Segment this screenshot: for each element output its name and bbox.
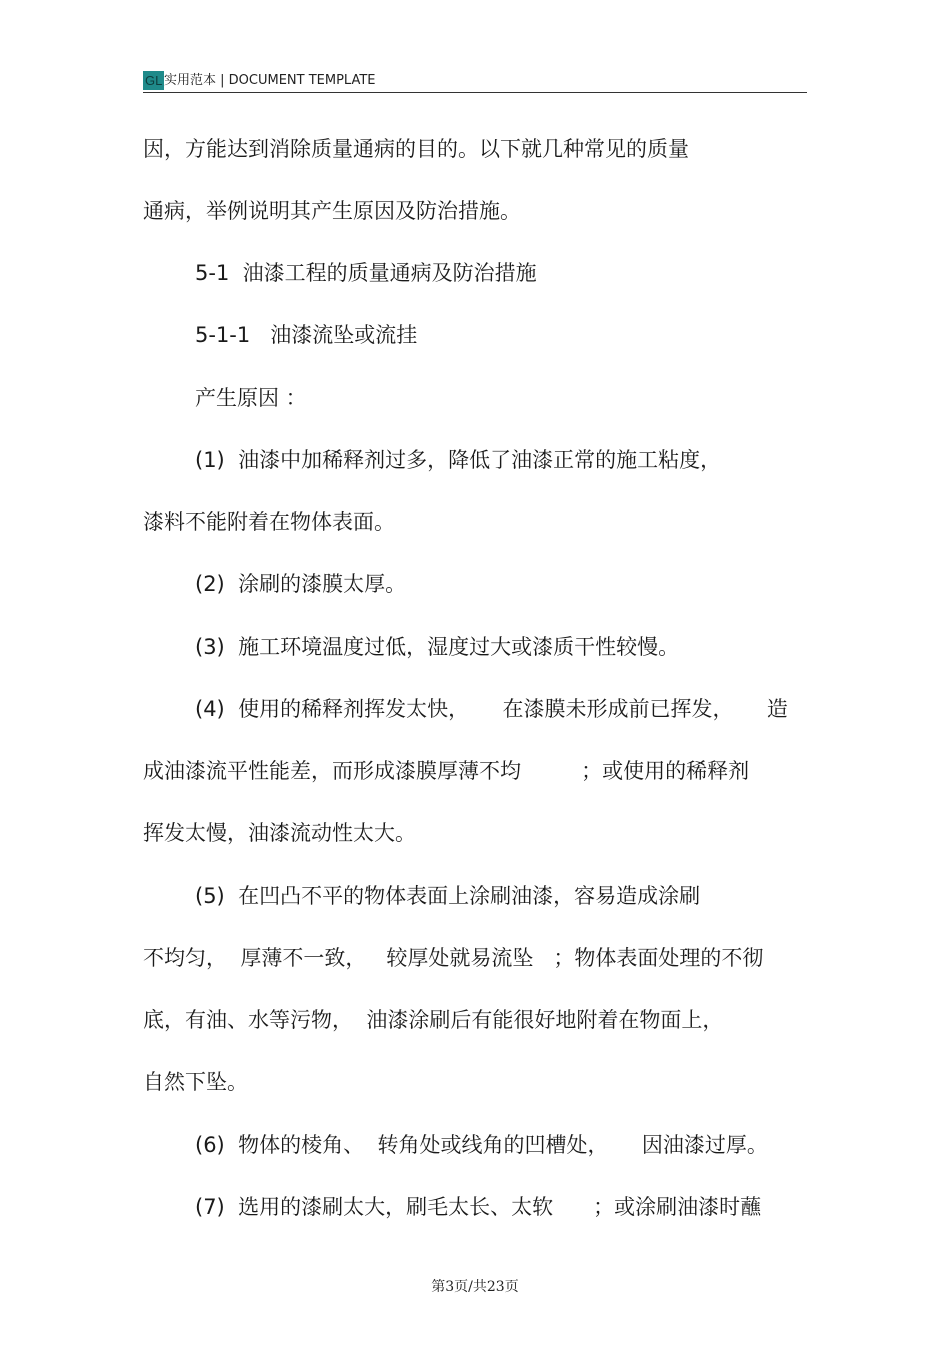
- body-line: 自然下坠。: [143, 1070, 248, 1094]
- list-item: (6) 物体的棱角、 转角处或线角的凹槽处， 因油漆过厚。: [195, 1133, 768, 1157]
- body-line: 因，方能达到消除质量通病的目的。以下就几种常见的质量: [143, 137, 689, 161]
- list-item: (2) 涂刷的漆膜太厚。: [195, 572, 407, 596]
- body-line: 成油漆流平性能差，而形成漆膜厚薄不均 ；或使用的稀释剂: [143, 759, 750, 783]
- page-header: [143, 70, 807, 93]
- body-line: 不均匀， 厚薄不一致， 较厚处就易流坠 ；物体表面处理的不彻: [143, 946, 764, 970]
- list-item: (1) 油漆中加稀释剂过多，降低了油漆正常的施工粘度，: [195, 448, 722, 472]
- section-heading: 5-1 油漆工程的质量通病及防治措施: [195, 261, 537, 285]
- gl-logo: GL: [145, 73, 163, 88]
- body-line: 漆料不能附着在物体表面。: [143, 510, 395, 534]
- list-item: (3) 施工环境温度过低，湿度过大或漆质干性较慢。: [195, 635, 680, 659]
- body-line: 产生原因 ：: [195, 386, 307, 410]
- list-item: (5) 在凹凸不平的物体表面上涂刷油漆，容易造成涂刷: [195, 884, 701, 908]
- body-line: 挥发太慢，油漆流动性太大。: [143, 821, 416, 845]
- page-number: 第3页/共23页: [431, 1279, 519, 1295]
- body-line: 底，有油、水等污物， 油漆涂刷后有能很好地附着在物面上，: [143, 1008, 724, 1032]
- header-title: 实用范本 | DOCUMENT TEMPLATE: [164, 73, 376, 88]
- subsection-heading: 5-1-1 油漆流坠或流挂: [195, 323, 418, 347]
- list-item: (4) 使用的稀释剂挥发太快， 在漆膜未形成前已挥发， 造: [195, 697, 788, 721]
- list-item: (7) 选用的漆刷太大，刷毛太长、太软 ；或涂刷油漆时蘸: [195, 1195, 762, 1219]
- body-line: 通病，举例说明其产生原因及防治措施。: [143, 199, 521, 223]
